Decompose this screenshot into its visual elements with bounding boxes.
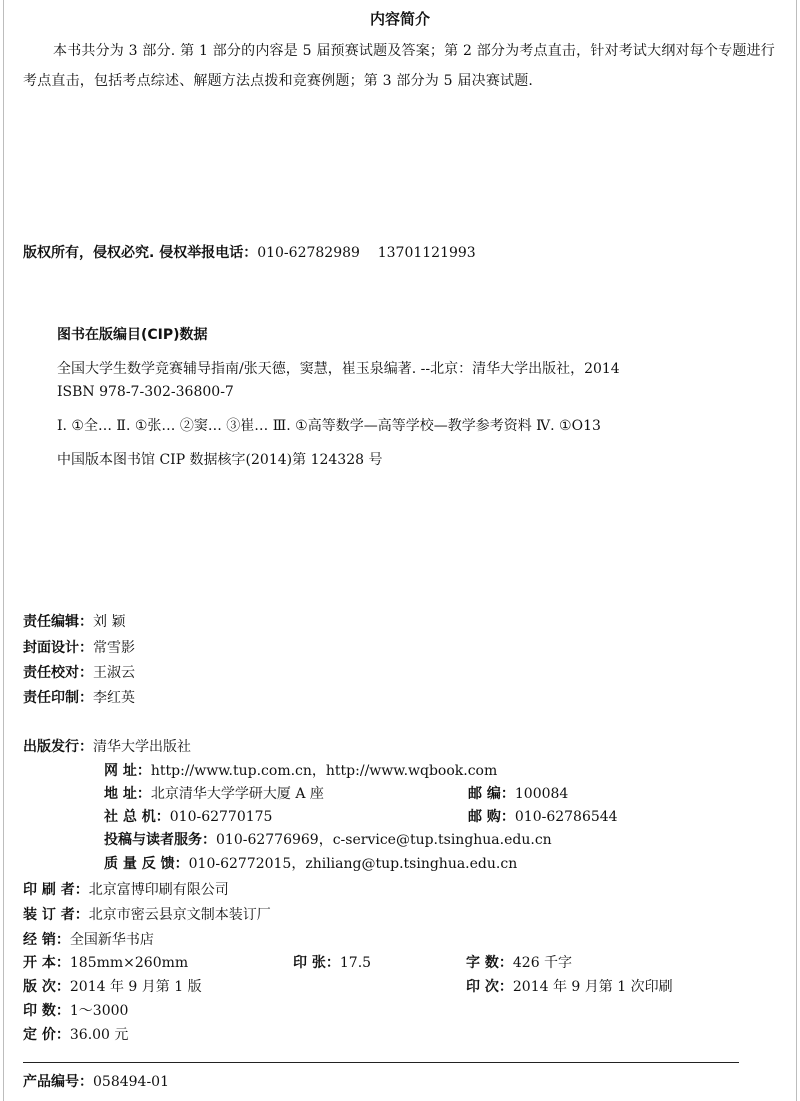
printer-row: 印 刷 者：北京富博印刷有限公司	[23, 882, 229, 898]
sheets-row: 印 张：17.5	[293, 955, 372, 971]
copyright-phone-1: 010-62782989	[257, 245, 360, 261]
print-run-row: 印 次：2014 年 9 月第 1 次印刷	[466, 979, 673, 995]
cip-heading: 图书在版编目(CIP)数据	[57, 327, 208, 343]
copyright-text: 版权所有，侵权必究. 侵权举报电话：	[23, 245, 258, 261]
copyright-notice	[23, 242, 476, 262]
staff-row-printing: 责任印制：李红英	[23, 690, 135, 706]
cip-title-line: 全国大学生数学竞赛辅导指南/张天德，窦慧，崔玉泉编著. --北京：清华大学出版社，2014	[57, 361, 620, 377]
binder-row: 装 订 者：北京市密云县京文制本装订厂	[23, 907, 271, 923]
intro-paragraph: 本书共分为 3 部分. 第 1 部分的内容是 5 届预赛试题及答案；第 2 部分为考点直击，针对考试大纲对每个专题进行考点直击，包括考点综述、解题方法点拨和竞赛例题；第 3 部分为 5 届决赛试题.	[23, 43, 775, 89]
cip-classification: Ⅰ. ①全… Ⅱ. ①张… ②窦… ③崔… Ⅲ. ①高等数学—高等学校—教学参考资料 Ⅳ. ①O13	[57, 418, 601, 434]
publisher-website-row: 网 址：http://www.tup.com.cn，http://www.wqbook.com	[104, 763, 498, 779]
publisher-postcode-row: 邮 编：100084	[468, 786, 569, 802]
format-row: 开 本：185mm×260mm	[23, 955, 189, 971]
word-count-row: 字 数：426 千字	[466, 955, 573, 971]
page-edge-left	[3, 0, 4, 1101]
product-code-row: 产品编号：058494-01	[23, 1074, 169, 1090]
footer-rule	[23, 1062, 739, 1063]
staff-row-cover: 封面设计：常雪影	[23, 640, 135, 656]
publisher-quality-row: 质 量 反 馈：010-62772015，zhiliang@tup.tsinghua.edu.cn	[104, 856, 518, 872]
publisher-submission-row: 投稿与读者服务：010-62776969，c-service@tup.tsinghua.edu.cn	[104, 832, 552, 848]
cip-isbn: ISBN 978-7-302-36800-7	[57, 384, 234, 400]
publisher-row: 出版发行：清华大学出版社	[23, 739, 191, 755]
publisher-mailorder-row: 邮 购：010-62786544	[468, 809, 618, 825]
staff-row-proofread: 责任校对：王淑云	[23, 665, 135, 681]
copyright-phone-2: 13701121993	[377, 245, 476, 261]
copies-row: 印 数：1～3000	[23, 1003, 129, 1019]
price-row: 定 价：36.00 元	[23, 1027, 129, 1043]
page-title: 内容简介	[369, 10, 430, 28]
cip-library-number: 中国版本图书馆 CIP 数据核字(2014)第 124328 号	[57, 452, 383, 468]
publisher-switchboard-row: 社 总 机：010-62770175	[104, 809, 273, 825]
publisher-address-row: 地 址：北京清华大学学研大厦 A 座	[104, 786, 324, 802]
edition-row: 版 次：2014 年 9 月第 1 版	[23, 979, 202, 995]
staff-row-editor: 责任编辑：刘 颖	[23, 614, 126, 630]
distributor-row: 经 销：全国新华书店	[23, 932, 154, 948]
page-edge-right	[796, 0, 797, 1101]
